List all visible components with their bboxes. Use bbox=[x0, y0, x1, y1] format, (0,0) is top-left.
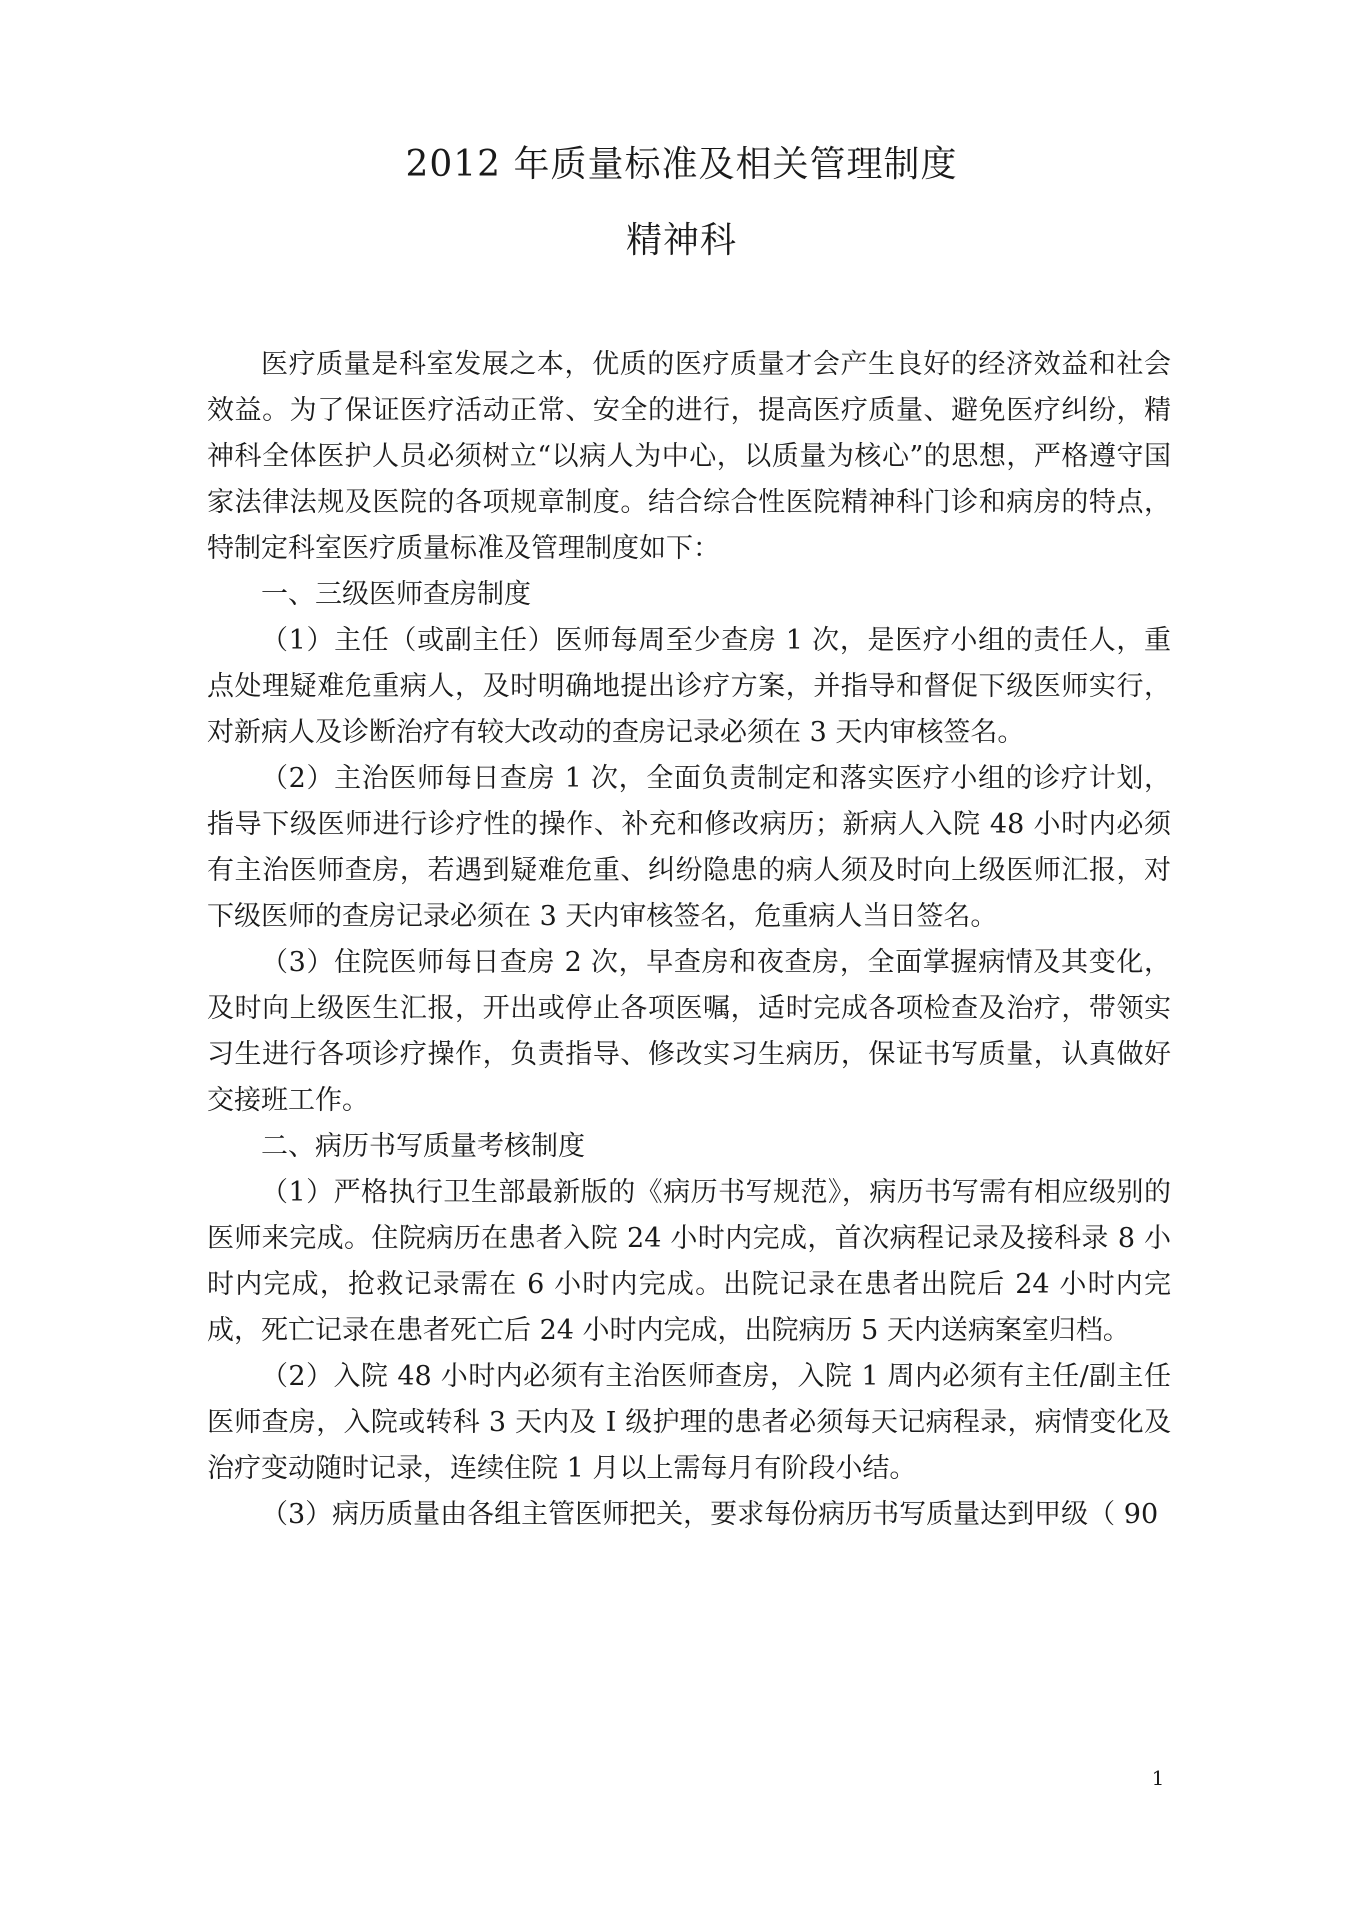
page-number: 1 bbox=[1151, 1766, 1165, 1790]
intro-paragraph: 医疗质量是科室发展之本，优质的医疗质量才会产生良好的经济效益和社会效益。为了保证医疗活动正常、安全的进行，提高医疗质量、避免医疗纠纷，精神科全体医护人员必须树立“以病人为中心，以质量为核心”的思想，严格遵守国家法律法规及医院的各项规章制度。结合综合性医院精神科门诊和病房的特点，特制定科室医疗质量标准及管理制度如下： bbox=[207, 349, 1171, 564]
document-title: 2012 年质量标准及相关管理制度 bbox=[405, 144, 958, 185]
body-paragraph: （1）主任（或副主任）医师每周至少查房 1 次，是医疗小组的责任人，重点处理疑难危重病人，及时明确地提出诊疗方案，并指导和督促下级医师实行，对新病人及诊断治疗有较大改动的查房记录必须在 3 天内审核签名。 bbox=[207, 625, 1171, 748]
body-paragraph: （3）病历质量由各组主管医师把关，要求每份病历书写质量达到甲级（ 90 bbox=[261, 1499, 1159, 1530]
document-body bbox=[207, 342, 1171, 1538]
body-paragraph: （2）入院 48 小时内必须有主治医师查房，入院 1 周内必须有主任/副主任医师查房，入院或转科 3 天内及 I 级护理的患者必须每天记病程录，病情变化及治疗变动随时记录，连续住院 1 月以上需每月有阶段小结。 bbox=[207, 1361, 1171, 1484]
body-paragraph: （1）严格执行卫生部最新版的《病历书写规范》，病历书写需有相应级别的医师来完成。住院病历在患者入院 24 小时内完成，首次病程记录及接科录 8 小时内完成，抢救记录需在 6 小时内完成。出院记录在患者出院后 24 小时内完成，死亡记录在患者死亡后 24 小时内完成，出院病历 5 天内送病案室归档。 bbox=[207, 1177, 1171, 1346]
document-subtitle: 精神科 bbox=[625, 220, 737, 261]
body-paragraph: （3）住院医师每日查房 2 次，早查房和夜查房，全面掌握病情及其变化，及时向上级医生汇报，开出或停止各项医嘱，适时完成各项检查及治疗，带领实习生进行各项诊疗操作，负责指导、修改实习生病历，保证书写质量，认真做好交接班工作。 bbox=[207, 947, 1171, 1116]
section-heading: 一、三级医师查房制度 bbox=[261, 579, 531, 610]
section-heading: 二、病历书写质量考核制度 bbox=[261, 1131, 585, 1162]
body-paragraph: （2）主治医师每日查房 1 次，全面负责制定和落实医疗小组的诊疗计划，指导下级医师进行诊疗性的操作、补充和修改病历；新病人入院 48 小时内必须有主治医师查房，若遇到疑难危重、纠纷隐患的病人须及时向上级医师汇报，对下级医师的查房记录必须在 3 天内审核签名，危重病人当日签名。 bbox=[207, 763, 1171, 932]
